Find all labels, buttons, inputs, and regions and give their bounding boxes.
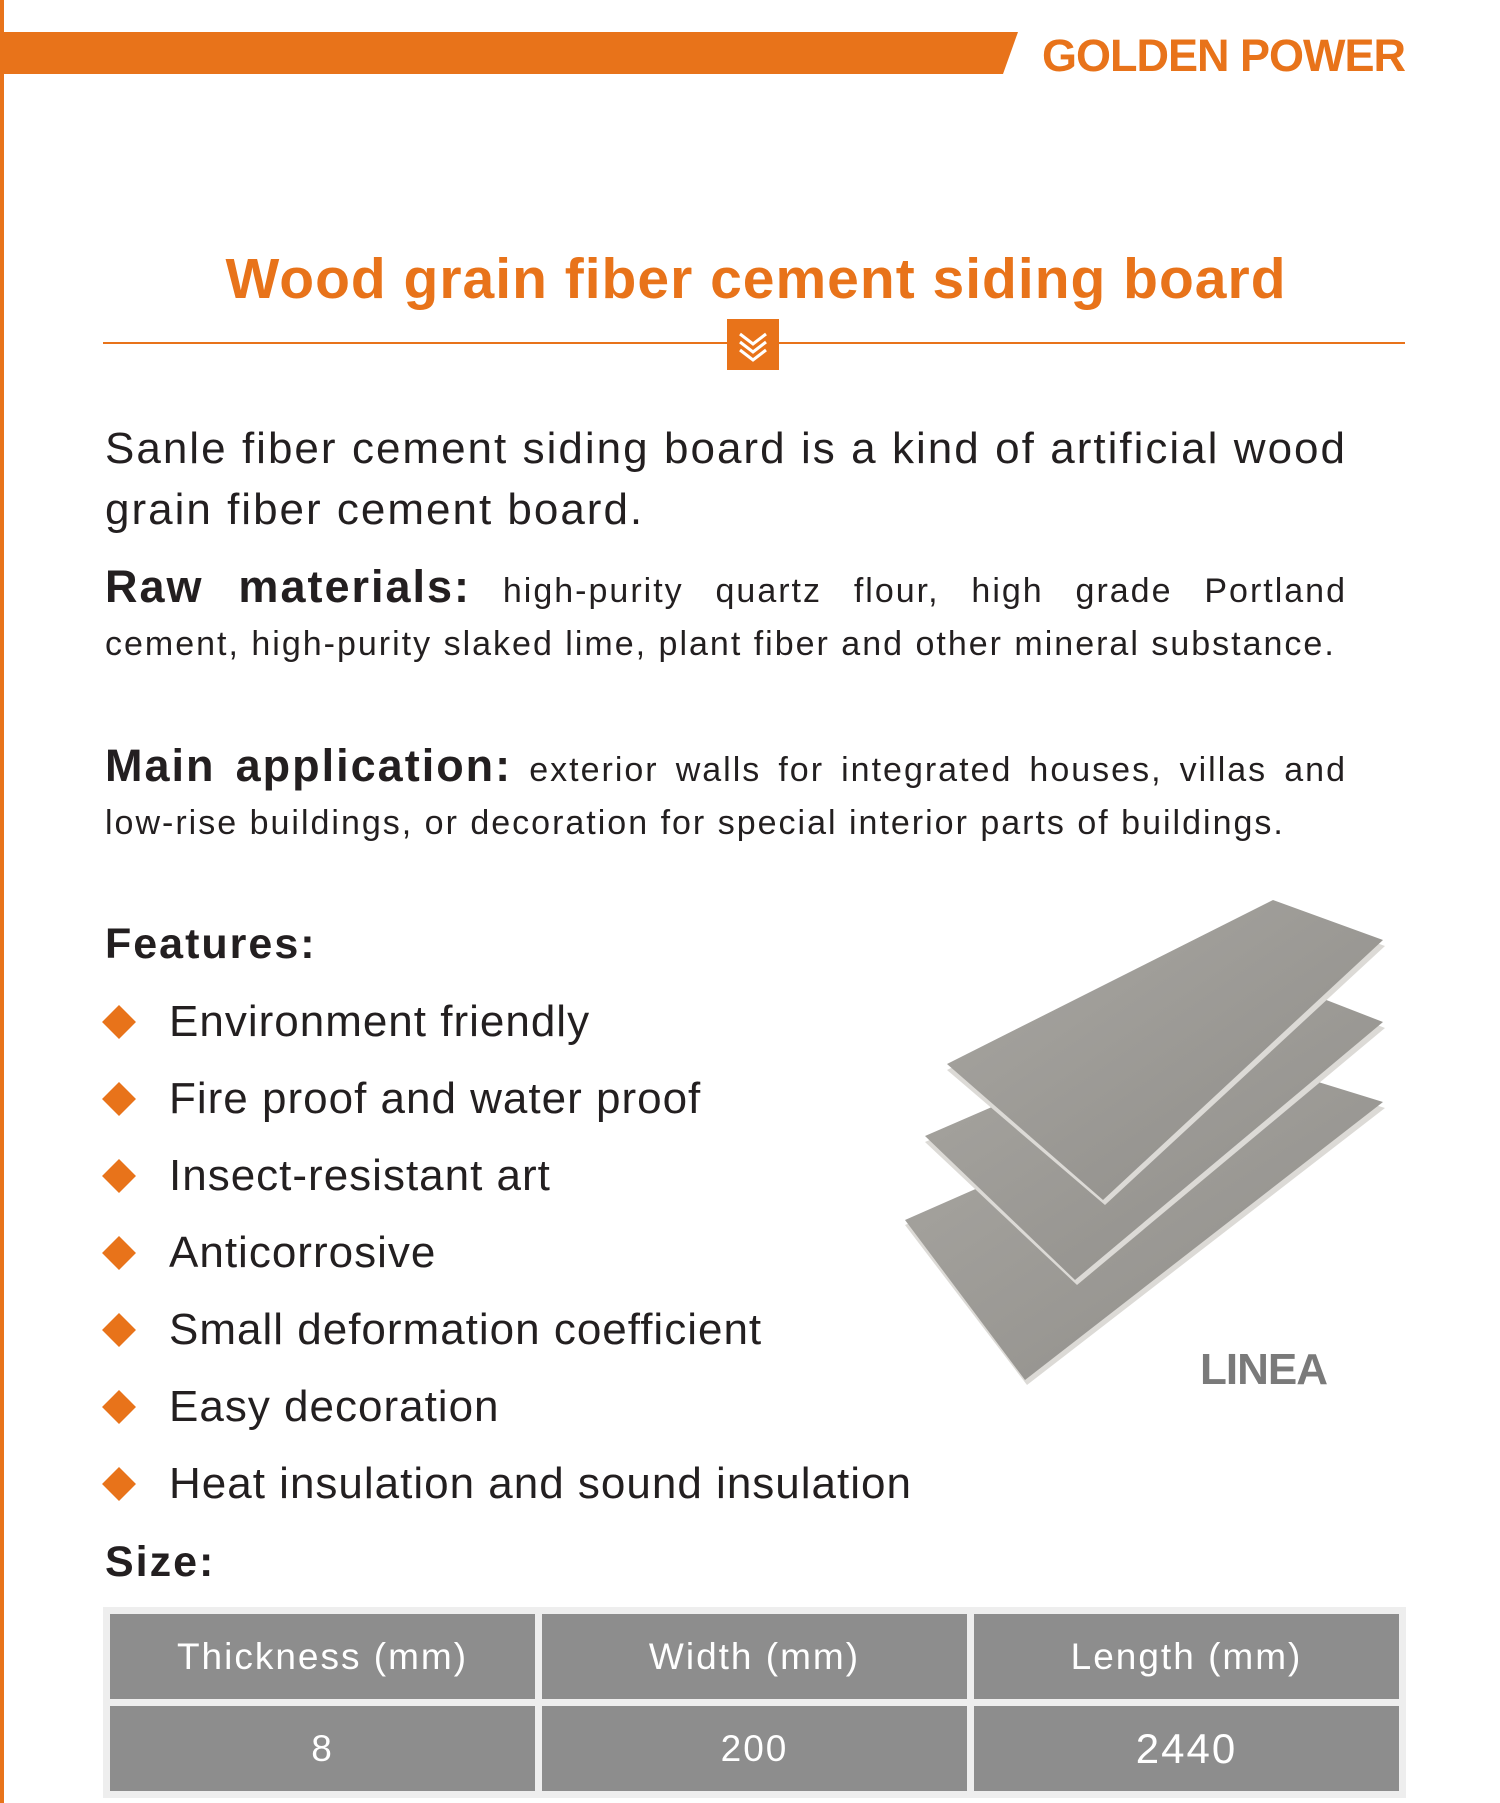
column-header-width: Width (mm) — [542, 1614, 967, 1699]
feature-item: Insect-resistant art — [103, 1144, 1003, 1221]
feature-item: Small deformation coefficient — [103, 1298, 1003, 1375]
page-title: Wood grain fiber cement siding board — [225, 247, 1287, 311]
raw-materials-paragraph — [105, 560, 1347, 671]
cell-length: 2440 — [974, 1706, 1399, 1791]
feature-item: Fire proof and water proof — [103, 1067, 1003, 1144]
main-application-text: exterior walls for integrated houses, villas and low-rise buildings, or decoration for special interior parts of buildings. — [105, 751, 1347, 842]
diamond-bullet-icon — [102, 1236, 136, 1270]
main-application-paragraph — [105, 739, 1347, 850]
feature-item: Environment friendly — [103, 990, 1003, 1067]
diamond-bullet-icon — [102, 1159, 136, 1193]
cell-thickness: 8 — [110, 1706, 535, 1791]
brand-name: GOLDEN POWER — [1042, 30, 1406, 81]
diamond-bullet-icon — [102, 1005, 136, 1039]
feature-item: Anticorrosive — [103, 1221, 1003, 1298]
features-list — [103, 990, 1003, 1529]
size-heading: Size: — [105, 1538, 216, 1586]
feature-item: Easy decoration — [103, 1375, 1003, 1452]
raw-materials-label: Raw materials: — [105, 561, 472, 612]
product-label: LINEA — [1200, 1345, 1327, 1394]
size-table — [103, 1607, 1406, 1798]
diamond-bullet-icon — [102, 1390, 136, 1424]
feature-item: Heat insulation and sound insulation — [103, 1452, 1003, 1529]
column-header-thickness: Thickness (mm) — [110, 1614, 535, 1699]
diamond-bullet-icon — [102, 1467, 136, 1501]
cell-width: 200 — [542, 1706, 967, 1791]
column-header-length: Length (mm) — [974, 1614, 1399, 1699]
intro-paragraph: Sanle fiber cement siding board is a kind of artificial wood grain fiber cement board. — [105, 424, 1347, 534]
chevron-down-icon — [727, 319, 779, 370]
diamond-bullet-icon — [102, 1082, 136, 1116]
table-row — [110, 1706, 1399, 1791]
diamond-bullet-icon — [102, 1313, 136, 1347]
raw-materials-text: high-purity quartz flour, high grade Portland cement, high-purity slaked lime, plant fiber and other mineral substance. — [105, 572, 1347, 663]
features-heading: Features: — [105, 920, 317, 968]
product-boards-image — [895, 900, 1395, 1400]
table-header-row — [110, 1614, 1399, 1699]
main-application-label: Main application: — [105, 740, 513, 791]
